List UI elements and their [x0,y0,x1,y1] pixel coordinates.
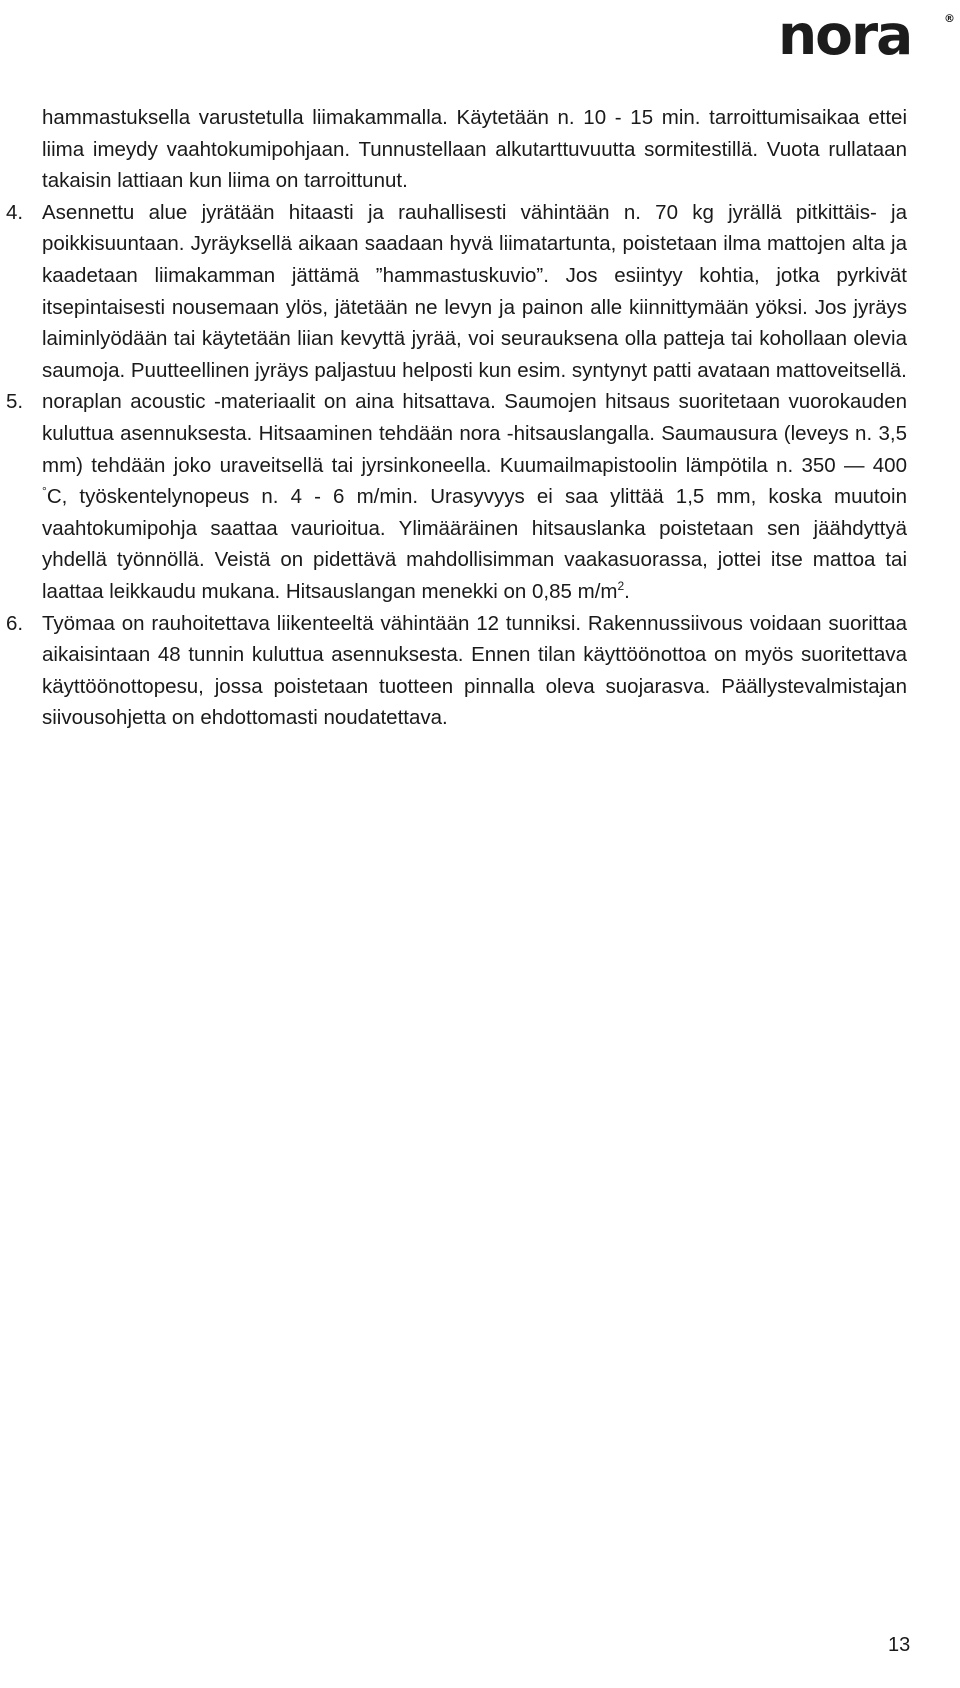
list-item-text-part: C, työskentelynopeus n. 4 - 6 m/min. Urasyvyys ei saa ylittää 1,5 mm, koska muutoin vaahtokumipohja saattaa vaurioitua. Ylimääräinen hitsauslanka poistetaan sen jäähdyttyä yhdellä työnnöllä. Veistä on pidettävä mahdollisimman vaakasuorassa, jottei itse mattoa tai laattaa leikkaudu mukana. Hitsauslangan menekki on 0,85 m/m [42,485,907,603]
list-item-number: 4. [6,200,24,224]
continuation-paragraph: hammastuksella varustetulla liimakammalla. Käytetään n. 10 - 15 min. tarroittumisaikaa ettei liima imeydy vaahtokumipohjaan. Tunnustellaan alkutarttuvuutta sormitestillä. Vuota rullataan takaisin lattiaan kun liima on tarroittunut. [42,106,907,193]
list-item-text: Asennettu alue jyrätään hitaasti ja rauhallisesti vähintään n. 70 kg jyrällä pitkittäis- ja poikkisuuntaan. Jyräyksellä aikaan saadaan hyvä liimatartunta, poistetaan ilma mattojen alta ja kaadetaan liimakamman jättämä ”hammastuskuvio”. Jos esiintyy kohtia, jotka pyrkivät itsepintaisesti nousemaan ylös, jätetään ne levyn ja painon alle kiinnittymään yöksi. Jos jyräys laiminlyödään tai käytetään liian kevyttä jyrää, voi seurauksena olla patteja tai kohollaan olevia saumoja. Puutteellinen jyräys paljastuu helposti kun esim. syntynyt patti avataan mattoveitsellä. [42,200,907,382]
list-item-text-part: . [624,579,630,603]
registered-mark: ® [944,12,955,25]
superscript: 2 [617,579,625,594]
list-item-text-part: noraplan acoustic -materiaalit on aina hitsattava. Saumojen hitsaus suoritetaan vuorokauden kuluttua asennuksesta. Hitsaaminen tehdään nora -hitsauslangalla. Saumausura (leveys n. 3,5 mm) tehdään joko uraveitsellä tai jyrsinkoneella. Kuumailmapistoolin lämpötila n. 350 — 400 [42,390,907,477]
list-item-4 [0,197,960,387]
nora-logo [778,8,958,62]
brand-wordmark: nora [778,8,912,62]
document-body [0,102,960,734]
list-item-text: Työmaa on rauhoitettava liikenteeltä vähintään 12 tunniksi. Rakennussiivous voidaan suorittaa aikaisintaan 48 tunnin kuluttua asennuksesta. Ennen tilan käyttöönottoa on myös suoritettava käyttöönottopesu, jossa poistetaan tuotteen pinnalla oleva suojarasva. Päällystevalmistajan siivousohjetta on ehdottomasti noudatettava. [42,611,907,730]
page-number: 13 [888,1634,911,1656]
list-item-number: 6. [6,611,24,635]
list-item-number: 5. [6,390,24,414]
nora-logo-graphic [778,8,958,62]
degree-symbol: ° [42,484,47,499]
list-item-5 [0,386,960,607]
list-item-text [42,386,907,607]
list-item-6 [0,608,960,734]
